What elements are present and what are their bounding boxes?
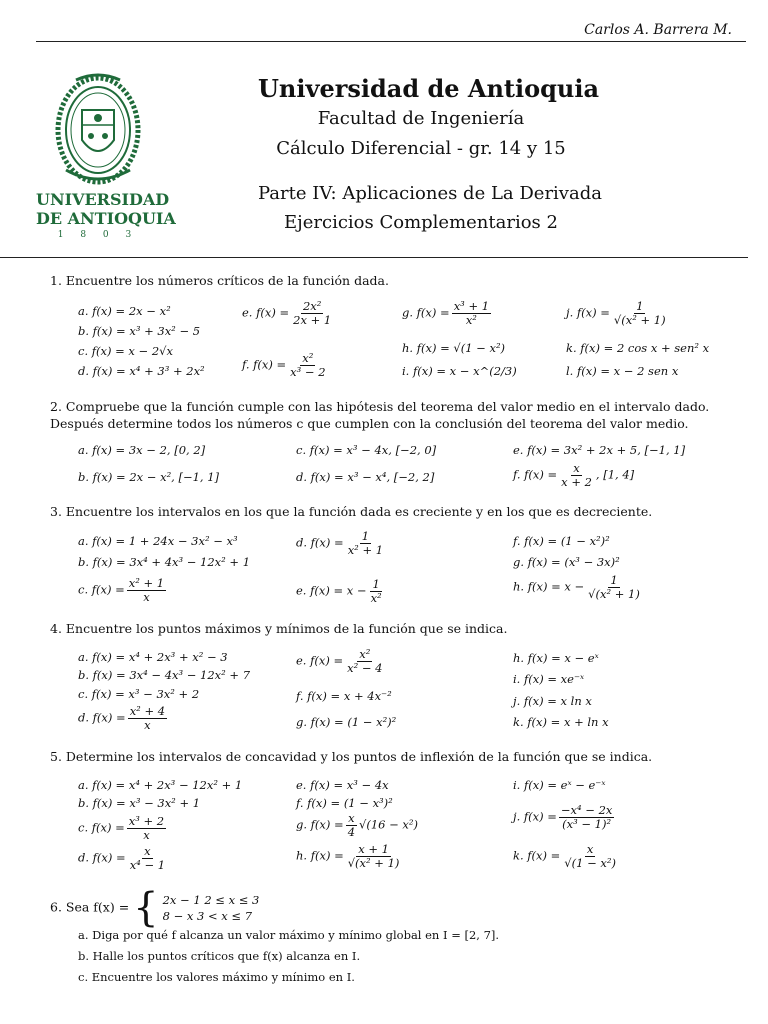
question-3: 3. Encuentre los intervalos en los que la función dada es creciente y en los que es decreciente. [50,504,653,519]
q4-e-den: x² − 4 [347,661,383,675]
q3-h-den: √(x² + 1) [588,587,640,601]
q3-c-num: x² + 1 [128,576,165,590]
q4-item-a: a. f(x) = x⁴ + 2x³ + x² − 3 [78,650,228,664]
q6-case-1: 2x − 1 2 ≤ x ≤ 3 [162,893,260,907]
q4-d-lead: d. f(x) = [78,710,126,725]
q3-d-lead: d. f(x) = [296,535,344,550]
q5-h-lead: h. f(x) = [296,848,344,863]
q2-f-lead: f. f(x) = [513,467,558,482]
course: Cálculo Diferencial - gr. 14 y 15 [276,138,566,159]
logo-year: 1 8 0 3 [57,230,139,240]
q1-f-den: x³ − 2 [290,365,326,379]
q1-item-b: b. f(x) = x³ + 3x² − 5 [78,324,201,338]
q5-item-g [296,812,418,839]
q3-h-lead: h. f(x) = x − [513,579,585,594]
q1-e-num: 2x² [302,299,322,313]
q3-c-lead: c. f(x) = [78,582,125,597]
q5-h-num: x + 1 [358,842,389,856]
q5-d-den: x⁴ − 1 [129,858,166,872]
question-2: 2. Compruebe que la función cumple con las hipótesis del teorema del valor medio en el intervalo dado. Después determine todos los números c que cumplen con la conclusión del teorema del valor medio. [50,399,710,431]
section-rule [0,257,748,258]
q3-item-c [78,577,168,604]
q5-k-num: x [586,842,594,856]
q1-g-num: x³ + 1 [453,299,490,313]
q1-item-i: i. f(x) = x − x^(2/3) [402,364,517,378]
q4-item-k: k. f(x) = x + ln x [513,715,609,729]
q3-item-h [513,574,644,601]
q3-item-d [296,530,387,557]
q6-item-b: b. Halle los puntos críticos que f(x) alcanza en I. [78,949,361,963]
q5-j-num: −x⁴ − 2x [560,803,613,817]
q1-item-c: c. f(x) = x − 2√x [78,344,173,358]
q3-item-a: a. f(x) = 1 + 24x − 3x² − x³ [78,534,238,548]
brace-icon: { [133,885,159,931]
q1-e-den: 2x + 1 [293,313,332,327]
q5-item-j [513,804,616,831]
q1-j-lead: j. f(x) = [566,305,610,320]
q6-case-2: 8 − x 3 < x ≤ 7 [162,909,253,923]
q4-item-j: j. f(x) = x ln x [513,694,592,708]
question-1: 1. Encuentre los números críticos de la función dada. [50,273,389,288]
q1-j-den: √(x² + 1) [613,313,666,327]
author-name: Carlos A. Barrera M. [584,22,732,38]
q3-item-e [296,578,386,605]
q3-d-num: 1 [361,529,370,543]
q1-f-lead: f. f(x) = [242,357,287,372]
q2-item-d: d. f(x) = x³ − x⁴, [−2, 2] [296,470,435,484]
q5-item-i: i. f(x) = eˣ − e⁻ˣ [513,778,606,792]
q2-item-f [513,462,634,489]
q5-item-c [78,815,168,842]
q5-item-d [78,845,169,872]
q5-c-num: x³ + 2 [128,814,165,828]
part-title: Parte IV: Aplicaciones de La Derivada [258,183,602,204]
q3-item-b: b. f(x) = 3x⁴ + 4x³ − 12x² + 1 [78,555,251,569]
faculty: Facultad de Ingeniería [317,108,525,129]
q5-c-lead: c. f(x) = [78,820,125,835]
q4-item-d [78,705,169,732]
q3-item-g: g. f(x) = (x³ − 3x)² [513,555,620,569]
q4-d-num: x² + 4 [129,704,166,718]
q3-c-den: x [143,590,150,604]
q5-g-lead: g. f(x) = [296,817,344,832]
q2-item-a: a. f(x) = 3x − 2, [0, 2] [78,443,206,457]
q1-item-f [242,352,330,379]
exercise-set: Ejercicios Complementarios 2 [284,212,558,233]
q4-item-h: h. f(x) = x − eˣ [513,651,599,665]
question-5: 5. Determine los intervalos de concavidad y los puntos de inflexión de la función que se indica. [50,749,653,764]
q4-item-f: f. f(x) = x + 4x⁻² [296,689,392,703]
q5-h-den: √(x² + 1) [347,856,400,870]
q2-f-den: x + 2 [561,475,592,489]
q6-lead: 6. Sea f(x) = [50,899,130,915]
q3-e-den: x² [370,591,382,605]
q1-item-d: d. f(x) = x⁴ + 3³ + 2x² [78,364,205,378]
q2-f-interval: , [1, 4] [595,467,635,482]
q5-item-f: f. f(x) = (1 − x³)² [296,796,393,810]
q6-item-c: c. Encuentre los valores máximo y mínimo en I. [78,970,355,984]
q4-item-i: i. f(x) = xe⁻ˣ [513,672,585,686]
q1-item-h: h. f(x) = √(1 − x²) [402,341,506,355]
q1-item-a: a. f(x) = 2x − x² [78,304,171,318]
q5-d-num: x [144,844,151,858]
q4-d-den: x [144,718,151,732]
university-logo [36,70,176,240]
seal-icon [36,70,160,190]
logo-wordmark-2: DE ANTIOQUIA [36,209,176,228]
logo-wordmark-1: UNIVERSIDAD [36,190,170,209]
q3-e-num: 1 [372,577,380,591]
q5-j-lead: j. f(x) = [513,809,557,824]
q1-j-num: 1 [636,299,644,313]
q4-item-c: c. f(x) = x³ − 3x² + 2 [78,687,200,701]
q2-item-e: e. f(x) = 3x² + 2x + 5, [−1, 1] [513,443,686,457]
q5-j-den: (x³ − 1)² [562,817,612,831]
q5-g-num: x [348,811,355,825]
q5-item-a: a. f(x) = x⁴ + 2x³ − 12x² + 1 [78,778,243,792]
question-4: 4. Encuentre los puntos máximos y mínimos de la función que se indica. [50,621,508,636]
q5-item-e: e. f(x) = x³ − 4x [296,778,389,792]
q1-item-e [242,300,335,327]
q1-g-lead: g. f(x) = [402,305,450,320]
q5-item-k [513,843,620,870]
q1-e-lead: e. f(x) = [242,305,290,320]
q4-e-num: x² [359,647,371,661]
q3-e-lead: e. f(x) = x − [296,583,367,598]
q5-item-b: b. f(x) = x³ − 3x² + 1 [78,796,201,810]
q4-item-g: g. f(x) = (1 − x²)² [296,715,397,729]
q5-item-h [296,843,403,870]
q1-f-num: x² [302,351,314,365]
university-title: Universidad de Antioquia [258,74,600,103]
q2-item-b: b. f(x) = 2x − x², [−1, 1] [78,470,220,484]
q1-item-g [402,300,493,327]
q3-item-f: f. f(x) = (1 − x²)² [513,534,610,548]
q5-c-den: x [143,828,150,842]
q1-item-l: l. f(x) = x − 2 sen x [566,364,679,378]
top-rule [36,41,746,42]
q4-item-b: b. f(x) = 3x⁴ − 4x³ − 12x² + 7 [78,668,251,682]
q3-h-num: 1 [610,573,618,587]
question-6 [50,885,260,931]
q4-e-lead: e. f(x) = [296,653,344,668]
q2-item-c: c. f(x) = x³ − 4x, [−2, 0] [296,443,437,457]
q4-item-e [296,648,386,675]
q1-g-den: x² [465,313,477,327]
q2-f-num: x [573,461,580,475]
q5-d-lead: d. f(x) = [78,850,126,865]
q5-k-lead: k. f(x) = [513,848,561,863]
q5-g-root: √(16 − x²) [359,817,418,832]
q3-d-den: x² + 1 [347,543,384,557]
q5-k-den: √(1 − x²) [564,856,616,870]
q6-item-a: a. Diga por qué f alcanza un valor máximo y mínimo global en I = [2, 7]. [78,928,500,942]
q1-item-k: k. f(x) = 2 cos x + sen² x [566,341,710,355]
q1-item-j [566,300,670,327]
q5-g-den: 4 [347,825,356,839]
